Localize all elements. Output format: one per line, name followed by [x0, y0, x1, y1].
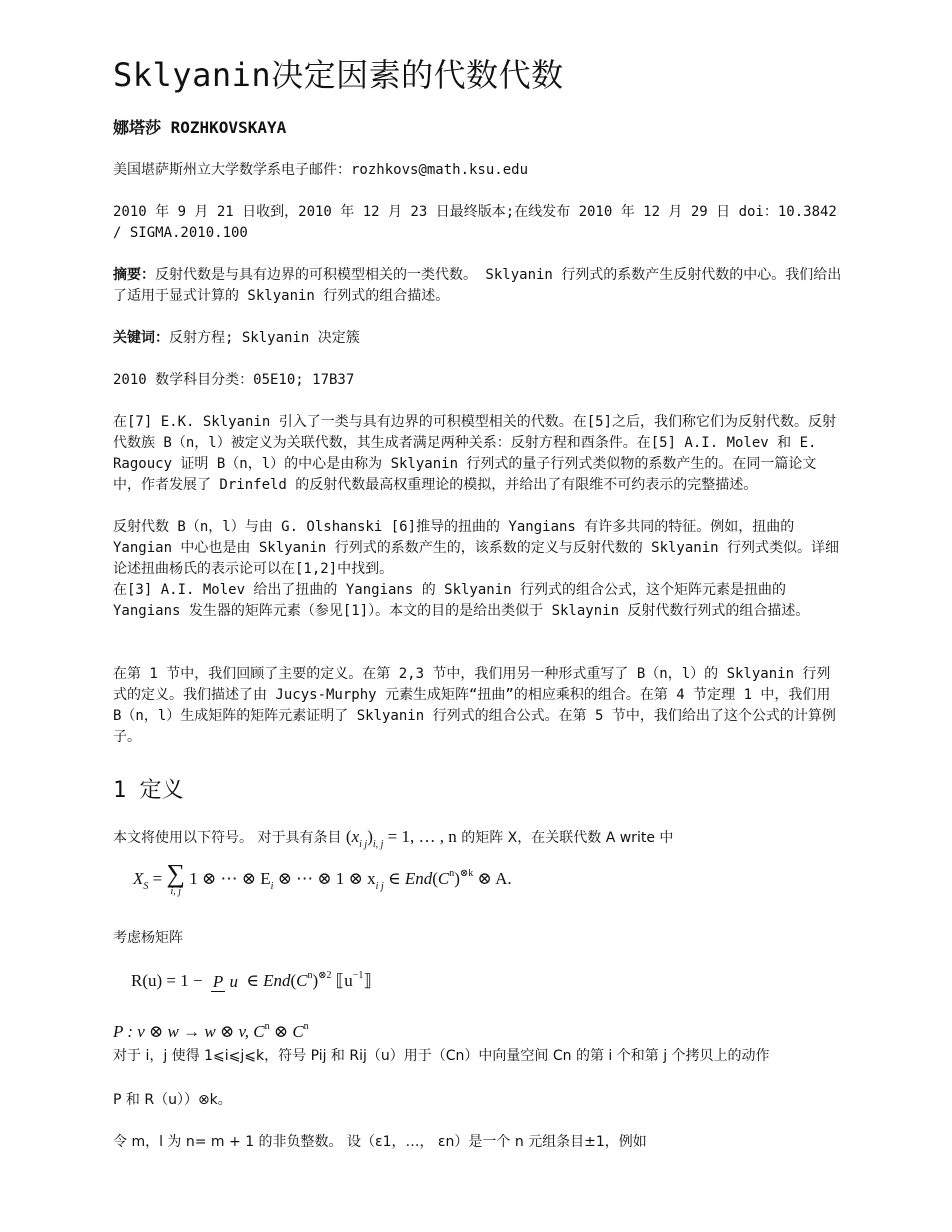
notation-pij-line: 对于 i，j 使得 1⩽i⩽j⩽k，符号 Pij 和 Rij（u）用于（Cn）中向量空间 Cn 的第 i 个和第 j 个拷贝上的动作 — [113, 1048, 770, 1064]
eq1-lhs: X — [133, 868, 144, 888]
eq2-in: ∈ — [246, 971, 259, 990]
eq2-numerator: P — [212, 972, 224, 992]
section-1-heading: 1 定义 — [113, 778, 184, 803]
abstract-text: 反射代数是与具有边界的可积模型相关的一类代数。 Sklyanin 行列式的系数产生反射代数的中心。我们给出了适用于显式计算的 Sklyanin 行列式的组合描述。 — [113, 267, 842, 304]
eq1-body-sub: i — [270, 880, 274, 892]
eq2-tensor-sup: ⊗2 — [318, 970, 332, 981]
paper-title: Sklyanin决定因素的代数代数 — [113, 56, 564, 94]
abstract-label: 摘要： — [113, 267, 155, 283]
equation-permutation — [113, 1021, 842, 1042]
eq3-mid: ⊗ C — [269, 1022, 304, 1041]
msc-classification: 2010 数学科目分类：05E10; 17B37 — [113, 372, 355, 388]
eq3-sup2: n — [303, 1021, 309, 1032]
notation-text-pre: 本文将使用以下符号。 对于具有条目 — [113, 830, 342, 846]
eq2-fraction — [211, 972, 238, 992]
author-name: 娜塔莎 ROZHKOVSKAYA — [113, 118, 287, 137]
eq1-cn: C — [437, 868, 450, 888]
eq3-text: P : v ⊗ w → w ⊗ v, C — [113, 1022, 265, 1041]
eq1-x-sub: i j — [375, 880, 384, 892]
notation-range: = 1, … , n — [387, 827, 457, 846]
matrix-entries-formula: $(x_{i j})_{i, j} = 1$, … , n — [345, 827, 457, 850]
intro-paragraph-2: 反射代数 B（n，l）与由 G. Olshanski [6]推导的扭曲的 Yangians 有许多共同的特征。例如，扭曲的 Yangian 中心也是由 Sklyanin 行列式的系数产生的，该系数的定义与反射代数的 Sklyanin 行列式类似。详细论述扭曲杨氏的表示论可以在[1,2]中找到。 — [113, 519, 840, 577]
notation-line — [113, 826, 842, 855]
keywords-text: 反射方程; Sklyanin 决定簇 — [169, 330, 360, 346]
eq1-in: ∈ — [387, 868, 401, 888]
publication-history: 2010 年 9 月 21 日收到，2010 年 12 月 23 日最终版本;在线发布 2010 年 12 月 29 日 doi：10.3842 / SIGMA.2010.100 — [113, 204, 837, 241]
eq1-cn-sup: n — [449, 867, 455, 879]
eq1-rest: ⊗ ⋯ ⊗ 1 ⊗ x — [277, 868, 376, 888]
eq2-cn-sup: n — [307, 970, 313, 981]
eq1-lhs-sub: S — [143, 880, 149, 892]
notation-text-post: 的矩阵 X，在关联代数 A write 中 — [461, 830, 674, 846]
equation-r-matrix: R(u) = 1 − P u ∈ $End(C^n)^{\otimes 2}$ $⟦u^{-1}⟧$ — [131, 970, 372, 992]
eq3-sup1: n — [264, 1021, 270, 1032]
intro-paragraph-4: 在第 1 节中，我们回顾了主要的定义。在第 2,3 节中，我们用另一种形式重写了 B（n，l）的 Sklyanin 行列式的定义。我们描述了由 Jucys-Murphy 元素生成矩阵“扭曲”的相应乘积的组合。在第 4 节定理 1 中，我们用 B（n，l）生成矩阵的矩阵元素证明了 Sklyanin 行列式的组合公式。在第 5 节中，我们给出了这个公式的计算例子。 — [113, 666, 836, 745]
eq2-cn: C — [296, 971, 308, 990]
eq2-lhs: R(u) = 1 − — [131, 971, 203, 990]
eq2-series-sup: −1 — [352, 970, 364, 981]
sum-index: i, j — [170, 886, 182, 897]
notation-ml-line: 令 m，l 为 n= m + 1 的非负整数。 设（ε1，…， εn）是一个 n 元组条目±1，例如 — [113, 1134, 647, 1150]
notation-pr-line: P 和 R（u））⊗k。 — [113, 1092, 232, 1108]
eq2-denominator: u — [229, 972, 238, 992]
sum-symbol: ∑ — [166, 859, 186, 888]
intro-paragraph-3: 在[3] A.I. Molev 给出了扭曲的 Yangians 的 Sklyanin 行列式的组合公式，这个矩阵元素是扭曲的 Yangians 发生器的矩阵元素（参见[1]）。本文的目的是给出类似于 Sklaynin 反射代数行列式的组合描述。 — [113, 582, 810, 619]
eq2-series: ⟦u — [335, 971, 353, 990]
keywords-label: 关键词： — [113, 330, 169, 346]
intro-paragraph-1: 在[7] E.K. Sklyanin 引入了一类与具有边界的可积模型相关的代数。在[5]之后，我们称它们为反射代数。反射代数族 B（n，l）被定义为关联代数，其生成者满足两种关系：反射方程和酉条件。在[5] A.I. Molev 和 E. Ragoucy 证明 B（n，l）的中心是由称为 Sklyanin 行列式的量子行列式类似物的系数产生的。在同一篇论文中，作者发展了 Drinfeld 的反射代数最高权重理论的模拟，并给出了有限维不可约表示的完整描述。 — [113, 414, 837, 493]
eq1-end: End — [404, 868, 433, 888]
affiliation: 美国堪萨斯州立大学数学系电子邮件：rozhkovs@math.ksu.edu — [113, 162, 529, 178]
keywords — [113, 328, 842, 349]
eq2-end: End — [263, 971, 291, 990]
eq1-tail: ⊗ A. — [477, 868, 512, 888]
abstract — [113, 265, 842, 307]
eq2-series-close: ⟧ — [363, 971, 372, 990]
eq1-body: 1 ⊗ ⋯ ⊗ E — [189, 868, 271, 888]
yang-matrix-label: 考虑杨矩阵 — [113, 930, 183, 946]
equation-xs: $X_S$ = ∑ i, j 1 ⊗ ⋯ ⊗ $E_i$ ⊗ ⋯ ⊗ 1 ⊗ $x_{i j}$ ∈ $End(C^n)^{\otimes k}$ ⊗ A. — [133, 859, 512, 897]
eq1-sum — [166, 859, 186, 898]
eq1-tensor-sup: ⊗k — [459, 867, 474, 879]
eq1-equals: = — [152, 868, 163, 888]
